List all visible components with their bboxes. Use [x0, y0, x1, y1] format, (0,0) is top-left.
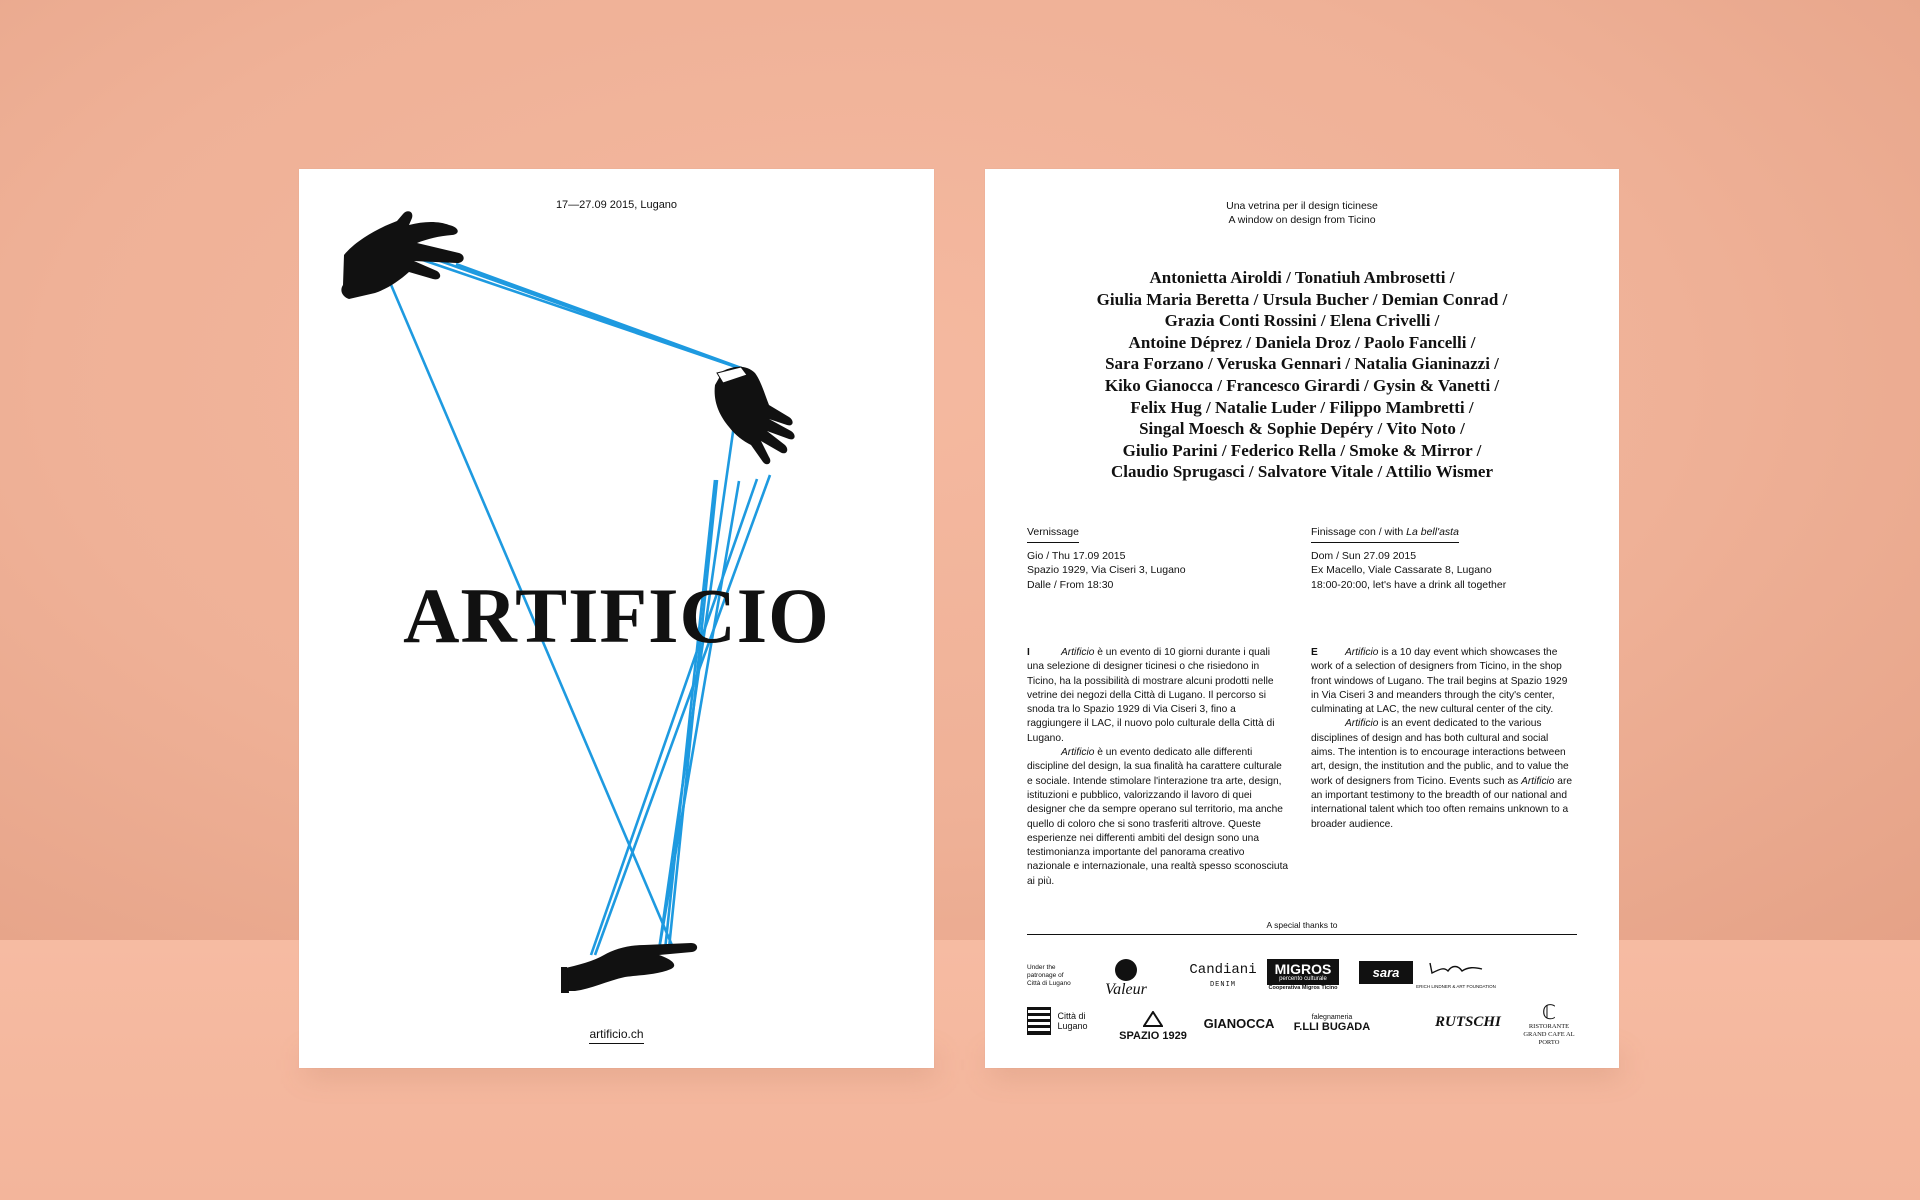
names-line: Grazia Conti Rossini / Elena Crivelli /: [1164, 311, 1440, 331]
thanks-divider: [1027, 934, 1577, 935]
finissage-title-italic: La bell'asta: [1406, 526, 1459, 538]
valeur-circle-icon: [1115, 959, 1137, 981]
lugano-crest-icon: [1027, 1007, 1051, 1035]
bugada-top: falegnameria: [1311, 1014, 1353, 1021]
tagline: [985, 199, 1619, 227]
migros-text: MIGROS: [1274, 961, 1332, 977]
lugano-text: Città di Lugano: [1057, 1011, 1088, 1031]
english-p1-text: is a 10 day event which showcases the work of a selection of designers from Ticino, in the shop front windows of Lugano. The trail begins at Spazio 1929 in Via Ciseri 3 and meanders through the city's center, culminating at LAC, the new cultural center of the city.: [1311, 647, 1568, 716]
names-line: Antonietta Airoldi / Tonatiuh Ambrosetti /: [1149, 268, 1455, 287]
english-p2-end: are an important testimony to the breadth of our national and international talent which too often remains unknown to a broader audience.: [1311, 775, 1573, 830]
finissage-title: [1311, 525, 1459, 543]
migros-sub: percento culturale: [1279, 976, 1327, 982]
names-line: Kiko Gianocca / Francesco Girardi / Gysin & Vanetti /: [1104, 375, 1500, 395]
italian-p2-text: è un evento dedicato alle differenti discipline del design, la sua finalità ha carattere culturale e sociale. Intende stimolare l'interazione tra arte, design, istituzioni e pubblico, valorizzando il lavoro di quei designer che da sempre operano sul territorio, ma anche quello di coloro che si sono trasferiti altrove. Queste esperienze nei differenti ambiti del design sono una testimonianza importante del panorama creativo nazionale e internazionale, una realtà spesso sconosciuta ai più.: [1027, 747, 1289, 887]
sara-logo: sara: [1359, 961, 1413, 984]
lindner-text: ERICH LINDNER & ART FOUNDATION: [1416, 984, 1496, 989]
lindner-logo: [1415, 959, 1497, 989]
finissage-title-prefix: Finissage con / with: [1311, 526, 1407, 538]
event-dates: 17—27.09 2015, Lugano: [555, 199, 678, 211]
rutschi-logo: RUTSCHI: [1435, 1014, 1501, 1030]
italian-p1-text: è un evento di 10 giorni durante i quali una selezione di designer ticinesi o che risiedono in Ticino, ha la possibilità di mostrare alcuni prodotti nelle vetrine dei negozi della Città di Lugano. Il percorso si snoda tra lo Spazio 1929 di Via Ciseri 3, fino a raggiungere il LAC, il nuovo polo culturale della Città di Lugano.: [1027, 647, 1275, 744]
finissage-time: 18:00-20:00, let's have a drink all together: [1311, 578, 1507, 591]
string-right-to-bottom-d: [591, 479, 757, 955]
english-p1-italic: Artificio: [1345, 647, 1379, 658]
vernissage-info: [1027, 525, 1257, 592]
names-line: Giulia Maria Beretta / Ursula Bucher / Demian Conrad /: [1096, 289, 1508, 309]
vernissage-place: Spazio 1929, Via Ciseri 3, Lugano: [1027, 564, 1186, 576]
thanks-label: A special thanks to: [1266, 920, 1338, 930]
english-p2-italic-b: Artificio: [1521, 775, 1555, 787]
tagline-english: A window on design from Ticino: [1228, 214, 1376, 226]
finissage-place: Ex Macello, Viale Cassarate 8, Lugano: [1311, 564, 1492, 576]
lugano-logo: [1027, 1007, 1097, 1035]
bugada-text: F.LLI BUGADA: [1293, 1021, 1371, 1033]
italian-initial: I: [1027, 647, 1030, 658]
english-description: [1311, 646, 1573, 832]
english-p2-italic: Artificio: [1345, 718, 1379, 730]
names-line: Claudio Sprugasci / Salvatore Vitale / Attilio Wismer: [1110, 462, 1494, 482]
string-right-to-bottom-e: [595, 475, 770, 955]
names-line: Sara Forzano / Veruska Gennari / Natalia Gianinazzi /: [1105, 354, 1499, 374]
website-text[interactable]: artificio.ch: [589, 1027, 643, 1044]
grand-cafe-logo: [1521, 1003, 1577, 1047]
string-top-to-right-c: [429, 257, 745, 370]
names-line: Singal Moesch & Sophie Depéry / Vito Noto /: [1139, 419, 1465, 439]
poster-title: ARTIFICIO: [403, 572, 830, 659]
names-line: Giulio Parini / Federico Rella / Smoke & Mirror /: [1122, 440, 1482, 460]
vernissage-date: Gio / Thu 17.09 2015: [1027, 549, 1126, 562]
english-paragraph-1: [1311, 646, 1573, 717]
italian-paragraph-2: [1027, 746, 1289, 889]
tagline-italian: Una vetrina per il design ticinese: [1226, 200, 1378, 212]
candiani-logo: [1187, 963, 1259, 993]
vernissage-time: Dalle / From 18:30: [1027, 578, 1114, 591]
english-p2-text: is an event dedicated to the various disciplines of design and has both cultural and social aims. The intention is to encourage interactions between art, design, the institution and the public, and to value the work of designers from Ticino. Events such as: [1311, 718, 1569, 787]
poster-front: [299, 169, 934, 1068]
finissage-info: [1311, 525, 1581, 592]
finissage-date: Dom / Sun 27.09 2015: [1311, 549, 1417, 562]
patronage-logo: Under the patronage of Città di Lugano: [1027, 964, 1071, 987]
hand-bottom: [561, 943, 697, 991]
italian-paragraph-1: [1027, 646, 1289, 746]
italian-p1-italic: Artificio: [1061, 647, 1095, 658]
names-line: Antoine Déprez / Daniela Droz / Paolo Fancelli /: [1128, 332, 1476, 352]
website-link[interactable]: [299, 1027, 934, 1041]
lindner-signature-icon: [1426, 959, 1486, 979]
candiani-text: Candiani: [1189, 962, 1257, 978]
spazio-logo: [1115, 1011, 1191, 1042]
string-right-to-bottom-f: [665, 480, 715, 950]
names-line: Felix Hug / Natalie Luder / Filippo Mambretti /: [1130, 397, 1474, 417]
gianocca-logo: GIANOCCA: [1203, 1016, 1275, 1031]
bugada-logo: [1287, 1014, 1377, 1033]
spazio-text: SPAZIO 1929: [1119, 1030, 1187, 1042]
english-initial: E: [1311, 647, 1318, 658]
grand-cafe-text: RISTORANTE GRAND CAFE AL PORTO: [1523, 1023, 1575, 1046]
background-floor: [0, 940, 1920, 1200]
designer-names: [1025, 267, 1579, 483]
valeur-text: Valeur: [1105, 981, 1147, 998]
spazio-triangle-icon: [1143, 1011, 1163, 1027]
grand-cafe-monogram-icon: ℂ: [1542, 1002, 1556, 1024]
poster-back: [985, 169, 1619, 1068]
migros-logo: [1267, 959, 1339, 991]
hand-top-left: [341, 211, 463, 299]
migros-coop: Cooperativa Migros Ticino: [1268, 985, 1338, 991]
italian-p2-italic: Artificio: [1061, 747, 1095, 759]
vernissage-title: Vernissage: [1027, 525, 1079, 543]
english-paragraph-2: [1311, 717, 1573, 831]
migros-box: [1267, 959, 1339, 985]
candiani-sub: DENIM: [1209, 981, 1236, 989]
string-right-to-bottom-c: [659, 481, 739, 950]
valeur-logo: [1095, 959, 1157, 998]
italian-description: [1027, 646, 1289, 889]
